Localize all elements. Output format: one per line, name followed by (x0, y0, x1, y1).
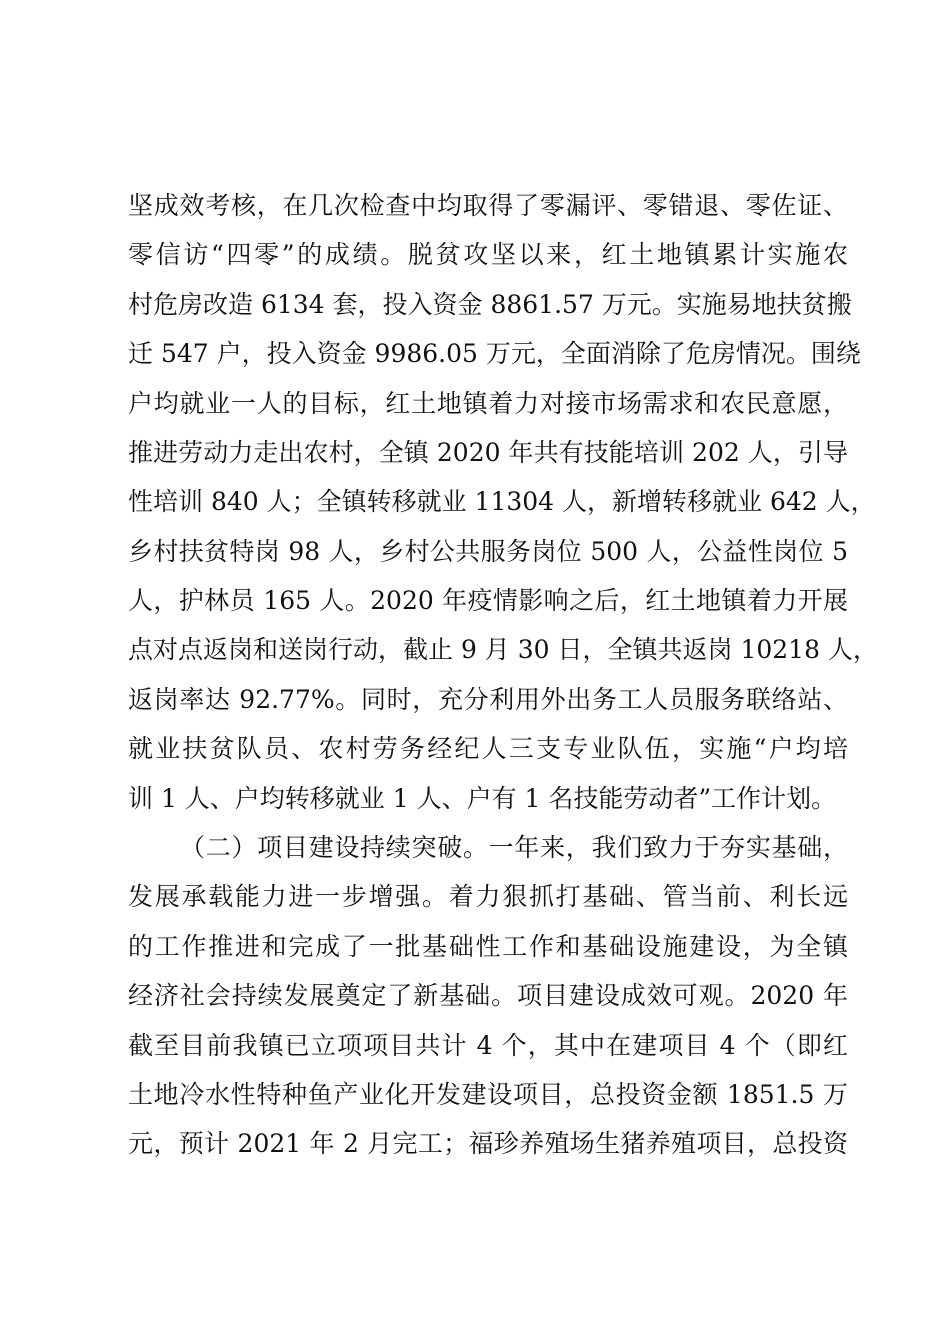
text-line: 的工作推进和完成了一批基础性工作和基础设施建设，为全镇 (128, 932, 848, 961)
text-line: 返岗率达 92.77%。同时，充分利用外出务工人员服务联络站、 (128, 685, 848, 714)
text-line: 乡村扶贫特岗 98 人，乡村公共服务岗位 500 人，公益性岗位 5 (128, 537, 848, 566)
text-line: 迁 547 户，投入资金 9986.05 万元，全面消除了危房情况。围绕 (128, 339, 861, 368)
text-line: 经济社会持续发展奠定了新基础。项目建设成效可观。2020 年 (128, 981, 848, 1010)
text-line: 元，预计 2021 年 2 月完工；福珍养殖场生猪养殖项目，总投资 (128, 1129, 848, 1158)
text-line: 土地冷水性特种鱼产业化开发建设项目，总投资金额 1851.5 万 (128, 1080, 848, 1109)
text-line: 坚成效考核，在几次检查中均取得了零漏评、零错退、零佐证、 (128, 191, 848, 220)
text-line: 户均就业一人的目标，红土地镇着力对接市场需求和农民意愿， (128, 389, 848, 418)
text-line: 推进劳动力走出农村，全镇 2020 年共有技能培训 202 人，引导 (128, 438, 848, 467)
text-line: 训 1 人、户均转移就业 1 人、户有 1 名技能劳动者”工作计划。 (128, 784, 837, 813)
text-line: 零信访“四零”的成绩。脱贫攻坚以来，红土地镇累计实施农 (128, 240, 848, 269)
text-line: 就业扶贫队员、农村劳务经纪人三支专业队伍，实施“户均培 (128, 734, 848, 763)
text-line: 截至目前我镇已立项项目共计 4 个，其中在建项目 4 个（即红 (128, 1031, 848, 1060)
section-heading-line: （二）项目建设持续突破。一年来，我们致力于夯实基础， (180, 833, 848, 862)
text-line: 人，护林员 165 人。2020 年疫情影响之后，红土地镇着力开展 (128, 586, 848, 615)
text-line: 性培训 840 人；全镇转移就业 11304 人，新增转移就业 642 人， (128, 487, 876, 516)
text-line: 点对点返岗和送岗行动，截止 9 月 30 日，全镇共返岗 10218 人， (128, 635, 878, 664)
text-line: 发展承载能力进一步增强。着力狠抓打基础、管当前、利长远 (128, 882, 848, 911)
text-line: 村危房改造 6134 套，投入资金 8861.57 万元。实施易地扶贫搬 (128, 290, 852, 319)
